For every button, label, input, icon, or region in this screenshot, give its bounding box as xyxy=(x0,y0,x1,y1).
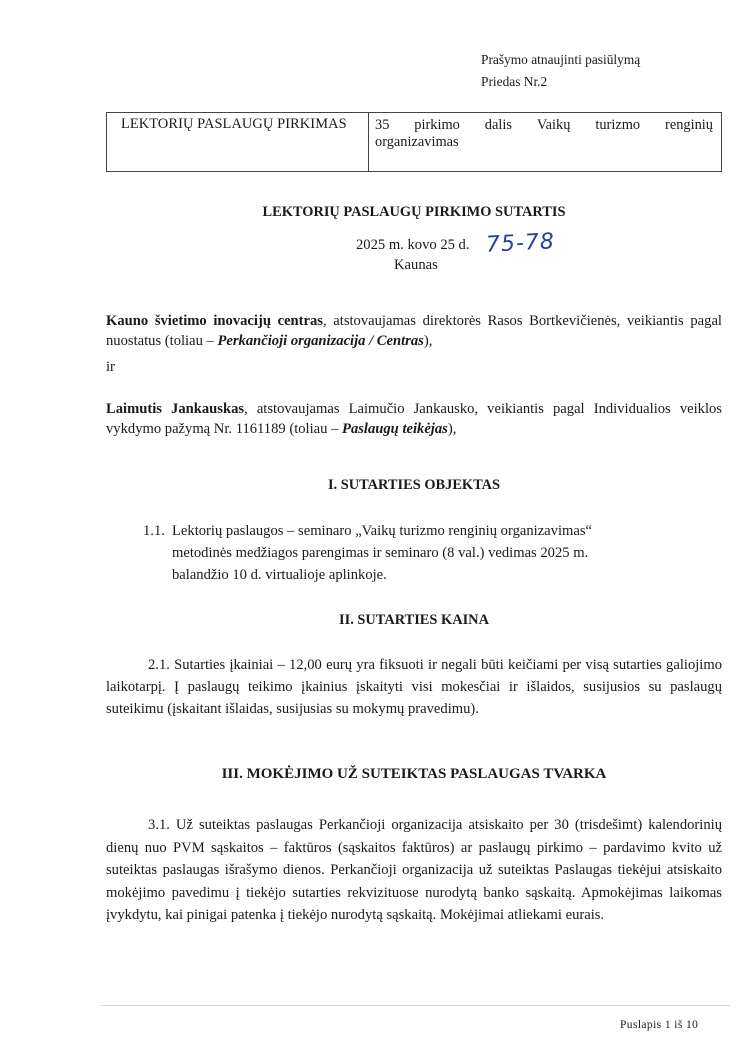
party-1-name: Kauno švietimo inovacijų centras xyxy=(106,313,323,329)
annex-line-1: Prašymo atnaujinti pasiūlymą xyxy=(481,52,641,67)
annex-line-2: Priedas Nr.2 xyxy=(481,74,548,89)
header-word: renginių xyxy=(665,117,713,133)
clause-1-1-text: Lektorių paslaugos – seminaro „Vaikų turizmo renginių organizavimas“ metodinės medžiagos parengimas ir seminaro (8 val.) vedimas 2025 m. balandžio 10 d. virtualioje aplinkoje. xyxy=(172,523,592,583)
party-1-end: ), xyxy=(423,333,433,349)
connector-word: ir xyxy=(106,359,115,375)
header-table-left-cell: LEKTORIŲ PASLAUGŲ PIRKIMAS xyxy=(107,113,369,171)
contract-date: 2025 m. kovo 25 d. xyxy=(356,237,470,253)
page-number: Puslapis 1 iš 10 xyxy=(620,1019,699,1031)
section-2-title: II. SUTARTIES KAINA xyxy=(339,612,489,628)
header-word: Vaikų xyxy=(536,117,571,133)
party-2-paragraph xyxy=(106,399,722,439)
header-word: dalis xyxy=(484,117,512,133)
header-word: 35 xyxy=(375,117,390,133)
clause-1-1 xyxy=(143,520,633,586)
section-3-title: III. MOKĖJIMO UŽ SUTEIKTAS PASLAUGAS TVARKA xyxy=(221,766,607,782)
footer-divider xyxy=(100,1005,730,1006)
header-table-right-line-2: organizavimas xyxy=(375,134,459,150)
header-table xyxy=(106,112,722,172)
handwritten-registration-number: 75-78 xyxy=(485,229,556,258)
document-title: LEKTORIŲ PASLAUGŲ PIRKIMO SUTARTIS xyxy=(262,204,566,220)
header-word: turizmo xyxy=(595,117,641,133)
clause-3-1: 3.1. Už suteiktas paslaugas Perkančioji organizacija atsiskaito per 30 (trisdešimt) kalendorinių dienų nuo PVM sąskaitos – faktūros (sąskaitos faktūros) ar paslaugų pirkimo – pardavimo kvito už suteiktas paslaugas išrašymo dienos. Perkančioji organizacija už suteiktas Paslaugas tiekėjui atsiskaito mokėjimo pavedimu į tiekėjo sutarties rekvizituose nurodytą banko sąskaitą. Apmokėjimas laikomas įvykdytu, kai pinigai patenka į tiekėjo nurodytą sąskaitą. Mokėjimai atliekami eurais. xyxy=(106,817,722,923)
party-2-end: ), xyxy=(447,421,457,437)
party-2-name: Laimutis Jankauskas xyxy=(106,401,245,417)
clause-2-1: 2.1. Sutarties įkainiai – 12,00 eurų yra fiksuoti ir negali būti keičiami per visą sutarties galiojimo laikotarpį. Į paslaugų teikimo įkainius įskaityti visi mokesčiai ir išlaidos, susijusios su paslaugų suteikimu (įskaitant išlaidas, susijusias su mokymų pravedimu). xyxy=(106,657,722,717)
party-2-text: , atstovaujamas Laimučio Jankausko, veikiantis pagal Individualios veiklos vykdymo pažymą Nr. 1161189 (toliau – xyxy=(106,401,722,437)
header-word: pirkimo xyxy=(414,117,460,133)
header-table-right-line-1 xyxy=(375,117,713,134)
header-table-right-cell xyxy=(369,113,721,171)
contract-city: Kaunas xyxy=(394,257,438,273)
party-2-alias: Paslaugų teikėjas xyxy=(342,421,448,437)
party-1-alias: Perkančioji organizacija / Centras xyxy=(217,333,424,349)
clause-1-1-number: 1.1. xyxy=(143,523,165,539)
section-1-title: I. SUTARTIES OBJEKTAS xyxy=(327,477,501,493)
party-1-paragraph xyxy=(106,311,722,351)
party-1-text: , atstovaujamas direktorės Rasos Bortkevičienės, veikiantis pagal nuostatus (toliau – xyxy=(106,313,722,349)
